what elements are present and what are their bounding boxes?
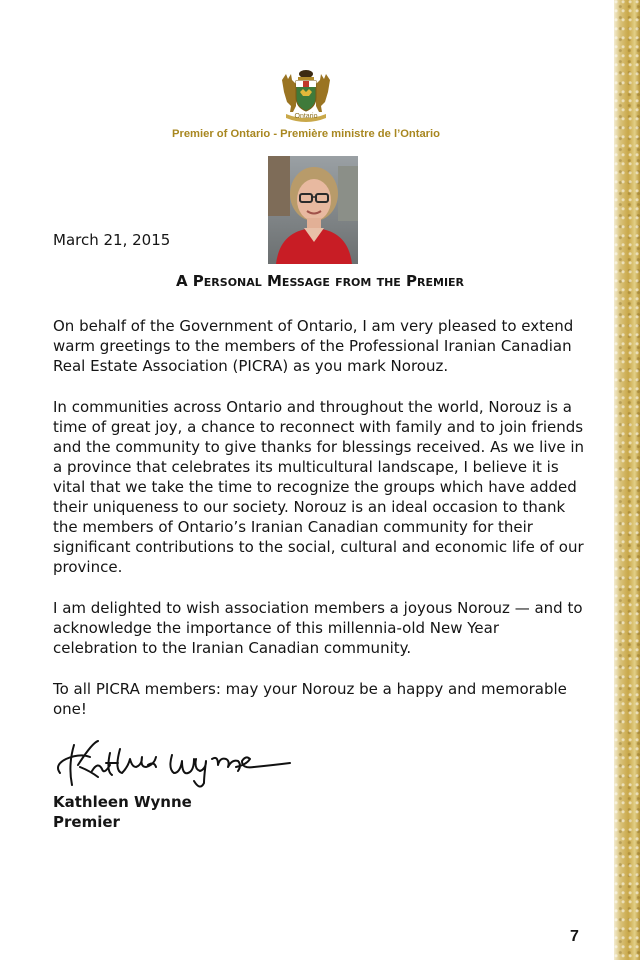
- paragraph-1: On behalf of the Government of Ontario, I am very pleased to extend warm greetings to the members of the Professional Iranian Canadian Real Estate Association (PICRA) as you mark Norouz.: [53, 317, 574, 375]
- page-number: 7: [570, 928, 579, 945]
- letter-heading: A Personal Message from the Premier: [175, 272, 465, 290]
- letter-date: March 21, 2015: [53, 231, 171, 249]
- handwritten-signature: [52, 733, 302, 793]
- paragraph-2: In communities across Ontario and throughout the world, Norouz is a time of great joy, a chance to reconnect with family and to join friends and the community to give thanks for blessings received. As we live in a province that celebrates its multicultural landscape, I believe it is vital that we take the time to recognize the groups which have added their uniqueness to our society. Norouz is an ideal occasion to thank the members of Ontario’s Iranian Canadian community for their significant contributions to the social, cultural and economic life of our province.: [53, 398, 585, 576]
- premier-portrait: [268, 156, 358, 264]
- paragraph-4: To all PICRA members: may your Norouz be a happy and memorable one!: [53, 680, 567, 718]
- crest-label: Ontario: [294, 113, 318, 120]
- signer-title: Premier: [53, 813, 120, 831]
- letter-body: [53, 316, 585, 740]
- signer-name: Kathleen Wynne: [53, 793, 192, 811]
- paragraph-3: I am delighted to wish association members a joyous Norouz — and to acknowledge the importance of this millennia-old New Year celebration to the Iranian Canadian community.: [53, 599, 583, 657]
- gold-border-decoration: [614, 0, 640, 960]
- office-title: Premier of Ontario - Première ministre de l’Ontario: [172, 128, 440, 140]
